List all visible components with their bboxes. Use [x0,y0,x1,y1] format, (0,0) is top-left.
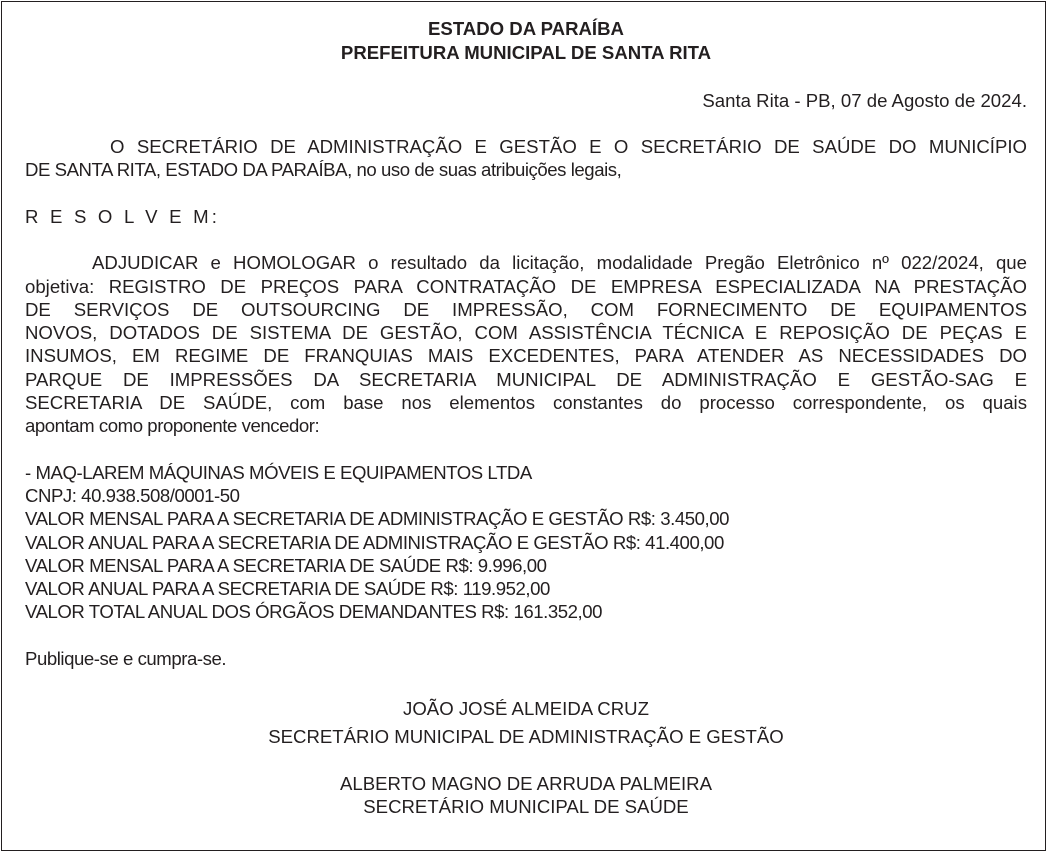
header-city-hall: PREFEITURA MUNICIPAL DE SANTA RITA [340,42,712,63]
value-line: VALOR ANUAL PARA A SECRETARIA DE SAÚDE R$: 119.952,00 [25,578,550,599]
value-line: VALOR MENSAL PARA A SECRETARIA DE ADMINISTRAÇÃO E GESTÃO R$: 3.450,00 [25,508,729,529]
resolve-heading: R E S O L V E M: [25,206,221,227]
signature-name: ALBERTO MAGNO DE ARRUDA PALMEIRA [340,773,712,794]
body-line-6: PARQUE DE IMPRESSÕES DA SECRETARIA MUNICIPAL DE ADMINISTRAÇÃO E GESTÃO-SAG E [25,369,1027,390]
document-border [1,1,1046,851]
value-line: VALOR TOTAL ANUAL DOS ÓRGÃOS DEMANDANTES R$: 161.352,00 [25,601,603,622]
closing-line: Publique-se e cumpra-se. [25,648,227,669]
body-line-3: DE SERVIÇOS DE OUTSOURCING DE IMPRESSÃO, COM FORNECIMENTO DE EQUIPAMENTOS [25,299,1027,320]
preamble-line-2: DE SANTA RITA, ESTADO DA PARAÍBA, no uso de suas atribuições legais, [25,159,622,180]
signature-role: SECRETÁRIO MUNICIPAL DE SAÚDE [363,796,689,817]
winner-name: - MAQ-LAREM MÁQUINAS MÓVEIS E EQUIPAMENTOS LTDA [25,462,532,483]
body-line-7: SECRETARIA DE SAÚDE, com base nos elementos constantes do processo correspondente, os quais [25,392,1027,413]
body-line-8: apontam como proponente vencedor: [25,415,320,436]
header-state: ESTADO DA PARAÍBA [428,18,624,39]
body-line-1: ADJUDICAR e HOMOLOGAR o resultado da licitação, modalidade Pregão Eletrônico nº 022/2024, que [92,252,1027,273]
signature-name: JOÃO JOSÉ ALMEIDA CRUZ [403,698,649,719]
body-line-2: objetiva: REGISTRO DE PREÇOS PARA CONTRATAÇÃO DE EMPRESA ESPECIALIZADA NA PRESTAÇÃO [25,276,1027,297]
body-line-4: NOVOS, DOTADOS DE SISTEMA DE GESTÃO, COM ASSISTÊNCIA TÉCNICA E REPOSIÇÃO DE PEÇAS E [25,322,1027,343]
winner-cnpj: CNPJ: 40.938.508/0001-50 [25,485,240,506]
signature-role: SECRETÁRIO MUNICIPAL DE ADMINISTRAÇÃO E GESTÃO [268,726,784,747]
date-line: Santa Rita - PB, 07 de Agosto de 2024. [702,90,1027,111]
value-line: VALOR ANUAL PARA A SECRETARIA DE ADMINISTRAÇÃO E GESTÃO R$: 41.400,00 [25,532,724,553]
body-line-5: INSUMOS, EM REGIME DE FRANQUIAS MAIS EXCEDENTES, PARA ATENDER AS NECESSIDADES DO [25,345,1027,366]
value-line: VALOR MENSAL PARA A SECRETARIA DE SAÚDE R$: 9.996,00 [25,555,547,576]
preamble-line-1: O SECRETÁRIO DE ADMINISTRAÇÃO E GESTÃO E O SECRETÁRIO DE SAÚDE DO MUNICÍPIO [110,136,1027,157]
